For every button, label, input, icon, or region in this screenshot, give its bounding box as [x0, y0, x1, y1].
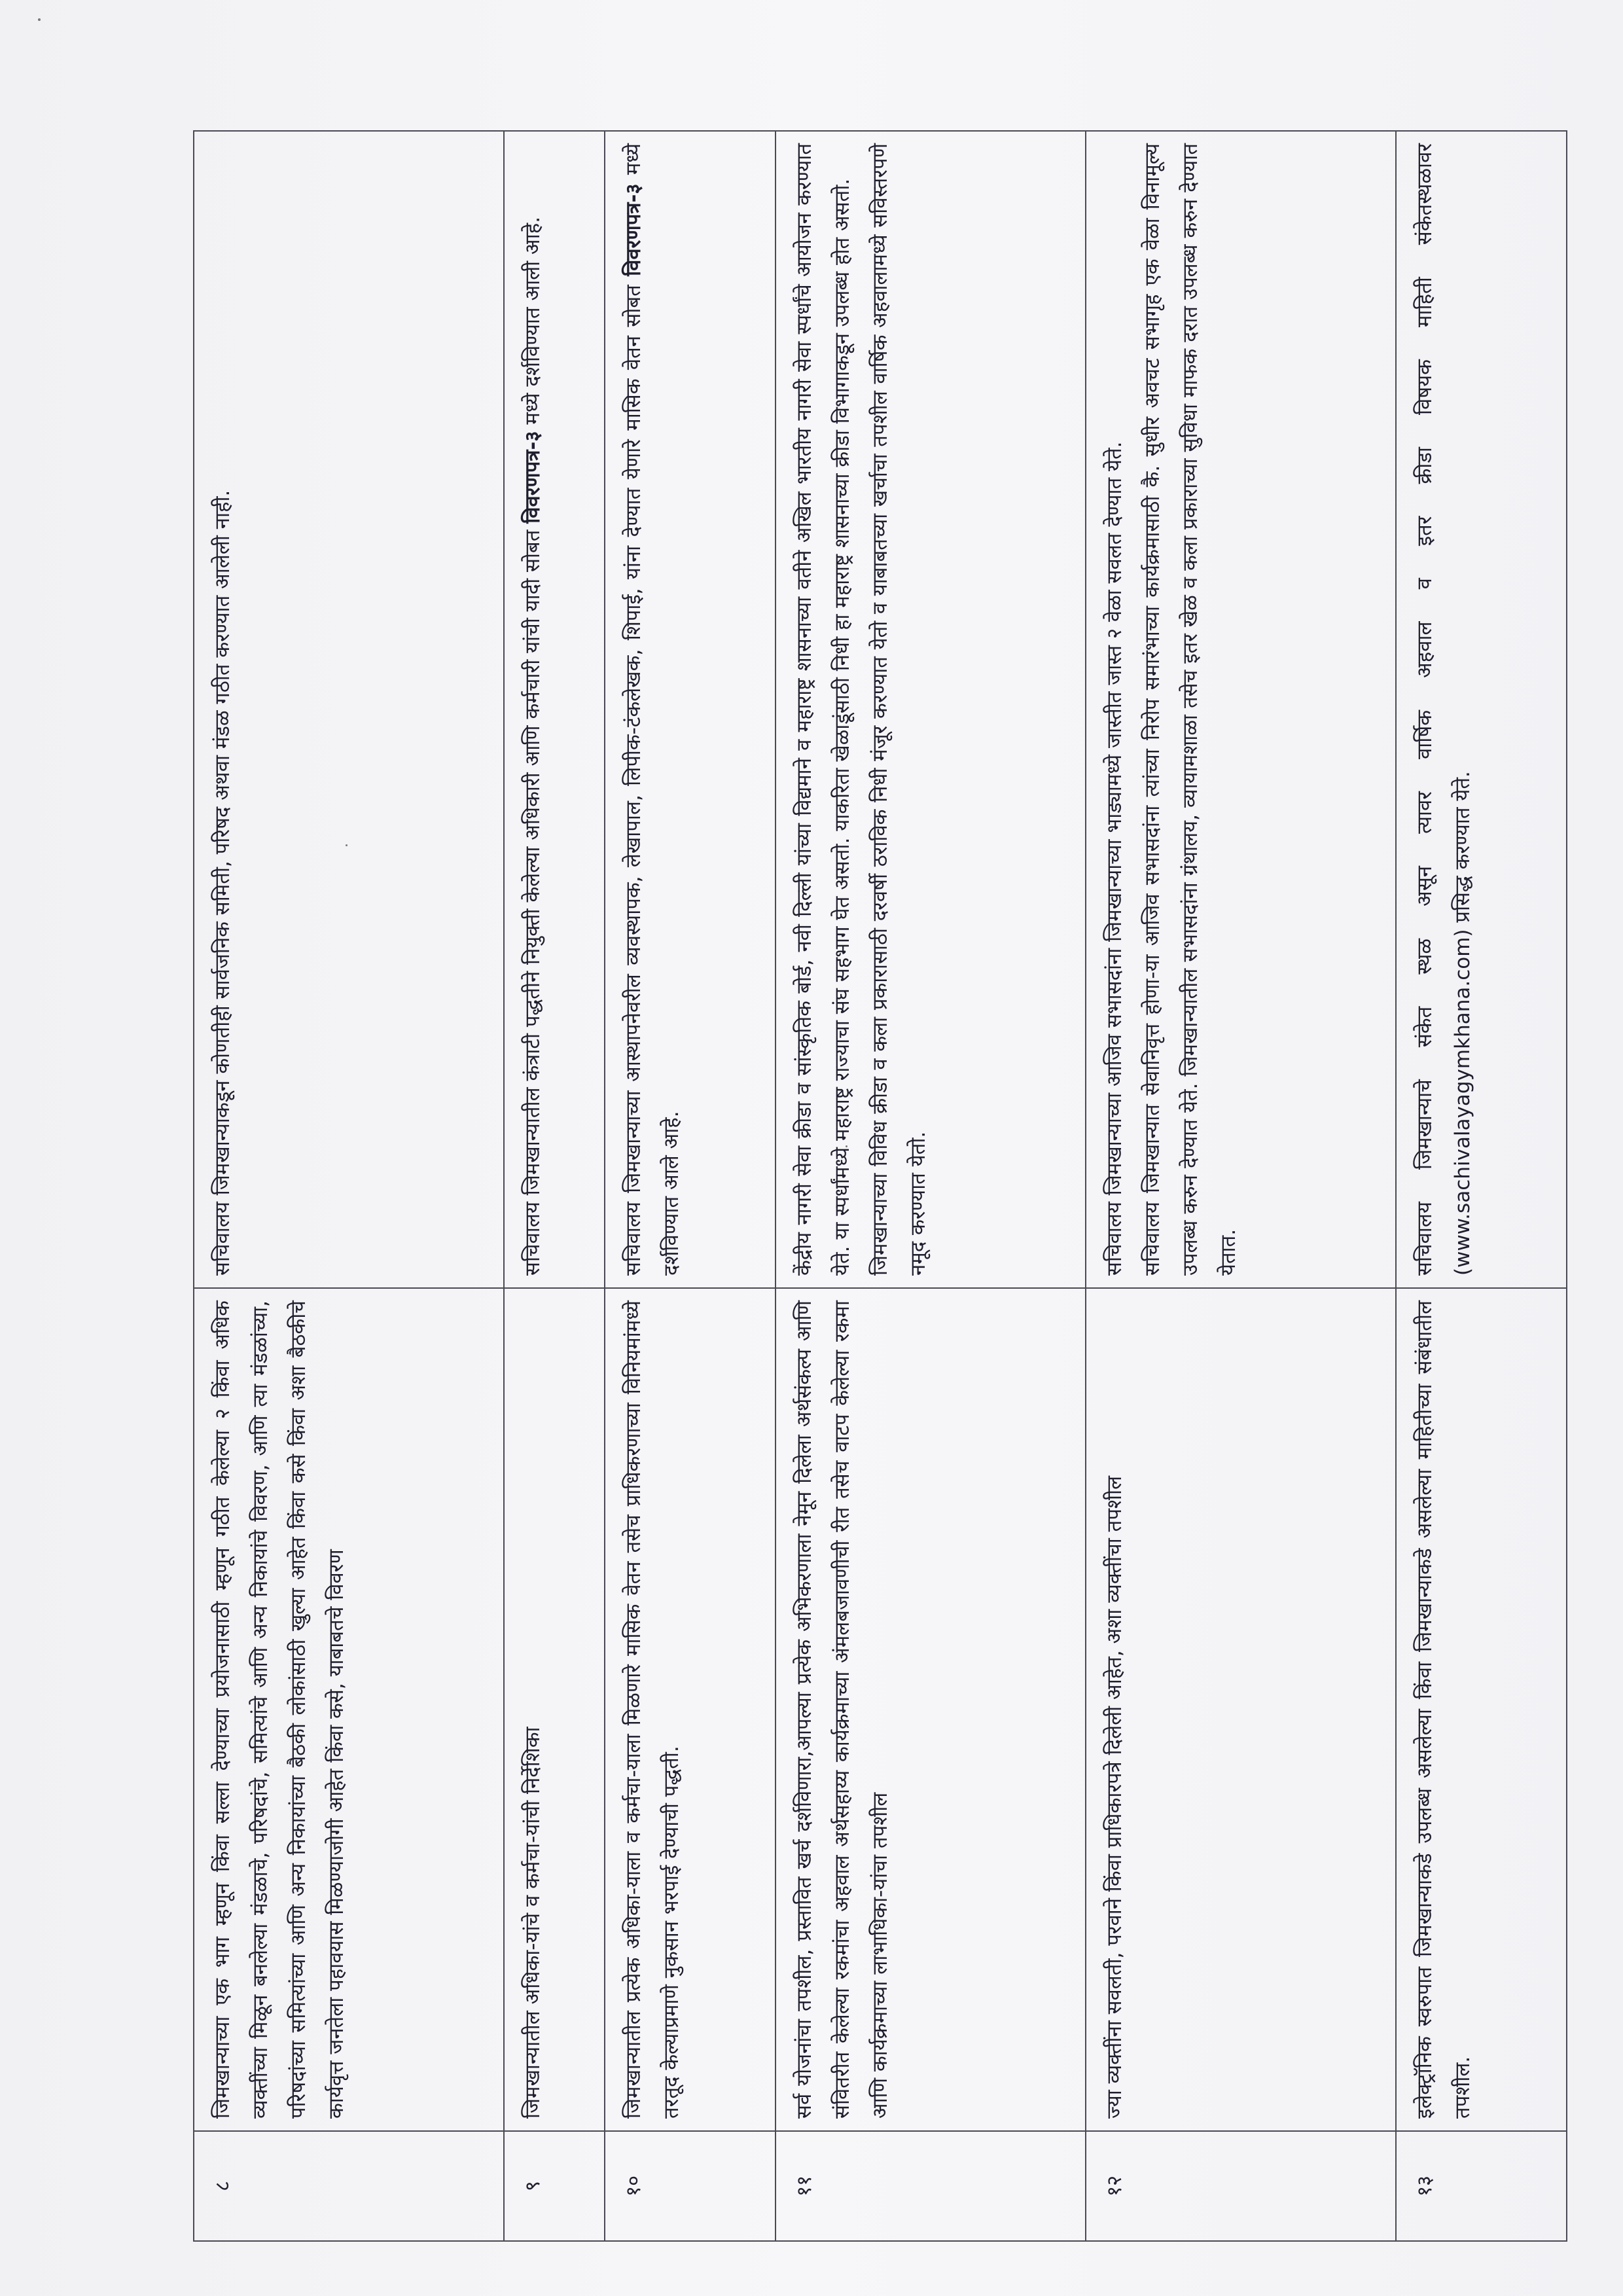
row-information — [1396, 131, 1567, 1288]
table-row — [1086, 131, 1396, 2241]
table-row — [1396, 131, 1567, 2241]
row-topic: ज्या व्यक्तींना सवलती, परवाने किंवा प्राधिकारपत्रे दिलेली आहेत, अशा व्यक्तींचा तपशील — [1086, 1288, 1396, 2131]
row-topic: जिमखान्यातील अधिका-यांचे व कर्मचा-यांची निर्देशिका — [504, 1288, 605, 2131]
info-paragraph — [514, 143, 552, 1276]
info-paragraph: सचिवालय जिमखान्यात सेवानिवृत्त होणा-या आजिव सभासदांना त्यांच्या निरोप समारंभाच्या कार्यक्रमासाठी कै. सुधीर अवचट सभागृह एक वेळा विनामूल्य उपलब्ध करुन देण्यात येते. जिमखान्यातील सभासदांना ग्रंथालय, व्यायामशाळा तसेच इतर खेळ व कला प्रकाराच्या सुविधा माफक दरात उपलब्ध करुन देण्यात येतात. — [1141, 143, 1241, 1276]
table-row — [605, 131, 776, 2241]
row-number: १३ — [1396, 2131, 1567, 2241]
info-paragraph: सचिवालय जिमखान्याकडून कोणतीही सार्वजनिक समिती, परिषद अथवा मंडळ गठीत करण्यात आलेली नाही. — [211, 490, 234, 1276]
table-row — [504, 131, 605, 2241]
row-information — [1086, 131, 1396, 1288]
row-information — [194, 131, 504, 1288]
row-number: ८ — [194, 2131, 504, 2241]
info-text: मध्ये दर्शविण्यात आले आहे. — [622, 143, 684, 1276]
row-topic: इलेक्ट्रॉनिक स्वरुपात जिमखान्याकडे उपलब्ध असलेल्या किंवा जिमखान्याकडे असलेल्या माहितीच्या संबंधातील तपशील. — [1396, 1288, 1567, 2131]
row-topic: जिमखान्याच्या एक भाग म्हणून किंवा सल्ला देण्याच्या प्रयोजनासाठी म्हणून गठीत केलेल्या २ किंवा अधिक व्यक्तींच्या मिळून बनलेल्या मंडळाचे, परिषदांचे, समित्यांचे आणि अन्य निकायांचे विवरण, आणि त्या मंडळांच्या, परिषदांच्या समित्यांच्या आणि अन्य निकायांच्या बैठकी लोकांसाठी खुल्या आहेत किंवा कसे किंवा अशा बैठकीचे कार्यवृत्त जनतेला पहावयास मिळण्याजोगी आहेत किंवा कसे, याबाबतचे विवरण — [194, 1288, 504, 2131]
info-paragraph — [615, 143, 690, 1276]
info-paragraph: सचिवालय जिमखान्याचे संकेत स्थळ असून त्यावर वार्षिक अहवाल व इतर क्रीडा विषयक माहिती संकेतस्थळावर (www.sachivalayagymkhana.com) प्रसिद्ध करण्यात येते. — [1413, 143, 1475, 1276]
statement-reference: विवरणपत्र-३ — [622, 183, 646, 276]
rotated-table-wrapper — [193, 143, 1567, 2242]
information-table — [193, 130, 1567, 2242]
row-information — [605, 131, 776, 1288]
row-information — [504, 131, 605, 1288]
row-number: १२ — [1086, 2131, 1396, 2241]
row-topic: सर्व योजनांचा तपशील, प्रस्तावित खर्च दर्शविणारा,आपल्या प्रत्येक अभिकरणाला नेमून दिलेला अर्थसंकल्प आणि संवितरीत केलेल्या रकमांचा अहवाल अर्थसहाय्य कार्यक्रमाच्या अंमलबजावणीची रीत तसेच वाटप केलेल्या रकमा आणि कार्यक्रमाच्या लाभाधिका-यांचा तपशील — [776, 1288, 1086, 2131]
info-paragraph: केंद्रीय नागरी सेवा क्रीडा व सांस्कृतिक बोर्ड, नवी दिल्ली यांच्या विद्यमाने व महाराष्ट्र शासनाच्या वतीने अखिल भारतीय नागरी सेवा स्पर्धांचे आयोजन करण्यात येते. या स्पर्धांमध्ये महाराष्ट्र राज्याचा संघ सहभाग घेत असतो. याकरिता खेळाडूंसाठी निधी हा महाराष्ट्र शासनाच्या क्रीडा विभागाकडून उपलब्ध होत असतो. — [793, 143, 855, 1276]
row-number: ९ — [504, 2131, 605, 2241]
info-paragraph: जिमखान्याच्या विविध क्रीडा व कला प्रकारासाठी दरवर्षी ठराविक निधी मंजूर करण्यात येतो व याबाबतच्या खर्चाचा तपशील वार्षिक अहवालामध्ये सविस्तरपणे नमूद करण्यात येतो. — [868, 143, 931, 1276]
row-number: ११ — [776, 2131, 1086, 2241]
table-row — [194, 131, 504, 2241]
info-paragraph: सचिवालय जिमखान्याच्या आजिव सभासदांना जिमखान्याच्या भाड्यामध्ये जास्तीत जास्त २ वेळा सवलत देण्यात येते. — [1103, 441, 1127, 1276]
table-row — [776, 131, 1086, 2241]
info-text: सचिवालय जिमखान्याच्या आस्थापनेवरील व्यवस्थापक, लेखापाल, लिपीक-टंकलेखक, शिपाई, यांना देण्यात येणारे मासिक वेतन सोबत — [622, 276, 646, 1276]
info-text: मध्ये दर्शविण्यात आली आहे. — [520, 216, 544, 431]
statement-reference: विवरणपत्र-३ — [520, 431, 544, 524]
scan-speck — [38, 18, 41, 21]
row-number: १० — [605, 2131, 776, 2241]
row-information — [776, 131, 1086, 1288]
info-text: सचिवालय जिमखान्यातील कंत्राटी पद्धतीने नियुक्ती केलेल्या अधिकारी आणि कर्मचारी यांची यादी सोबत — [520, 523, 544, 1276]
row-topic: जिमखान्यातील प्रत्येक अधिका-याला व कर्मचा-याला मिळणारे मासिक वेतन तसेच प्राधिकरणाच्या विनियमांमध्ये तरतूद केल्याप्रमाणे नुकसान भरपाई देण्याची पद्धती. — [605, 1288, 776, 2131]
